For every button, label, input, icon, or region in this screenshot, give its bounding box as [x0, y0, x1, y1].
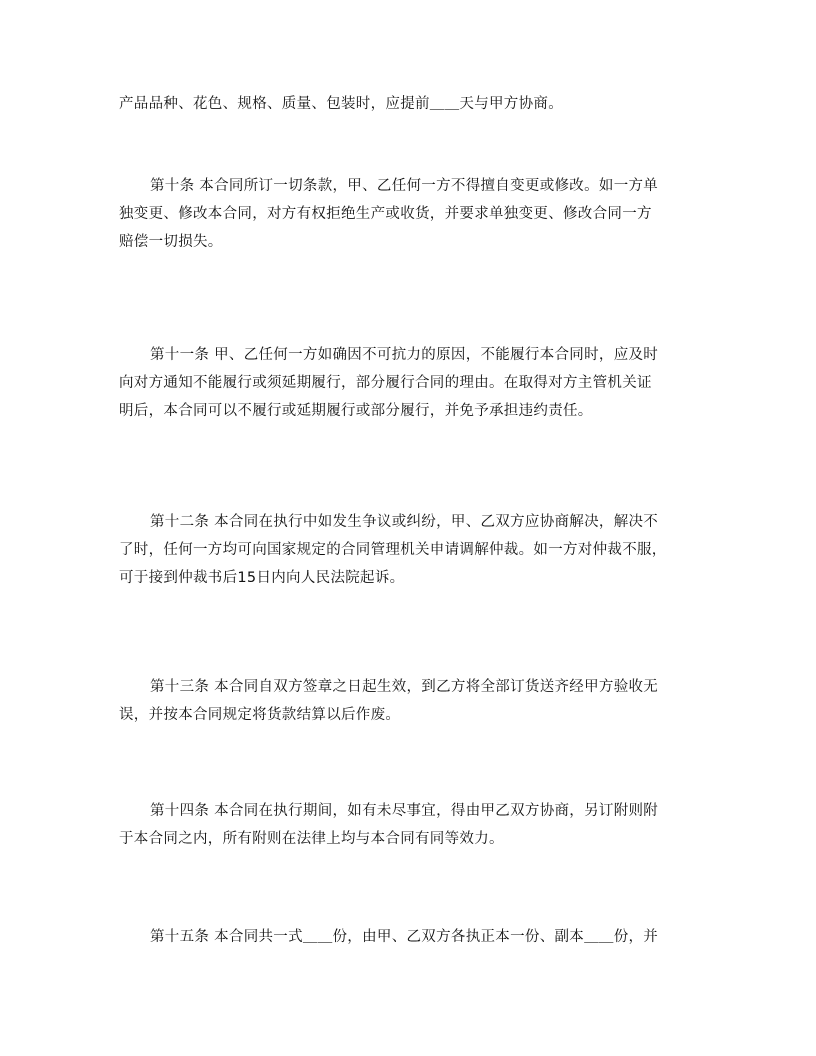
- text-line: 误，并按本合同规定将货款结算以后作废。: [119, 707, 401, 723]
- paragraph-article-14: [119, 797, 709, 853]
- text-line: 于本合同之内，所有附则在法律上均与本合同有同等效力。: [119, 831, 504, 847]
- text-line: 独变更、修改本合同，对方有权拒绝生产或收货，并要求单独变更、修改合同一方: [119, 206, 652, 222]
- text-line: 第十三条 本合同自双方签章之日起生效，到乙方将全部订货送齐经甲方验收无: [150, 679, 659, 695]
- text-line: 可于接到仲裁书后15日内向人民法院起诉。: [119, 570, 405, 586]
- paragraph-article-12: [119, 508, 709, 592]
- text-line: 向对方通知不能履行或须延期履行，部分履行合同的理由。在取得对方主管机关证: [119, 375, 652, 391]
- paragraph-article-11: [119, 341, 709, 425]
- text-line: 产品品种、花色、规格、质量、包装时，应提前＿＿天与甲方协商。: [119, 96, 563, 112]
- text-line: 第十条 本合同所订一切条款，甲、乙任何一方不得擅自变更或修改。如一方单: [150, 178, 659, 194]
- paragraph-continuation: [119, 90, 709, 118]
- paragraph-article-15: [119, 923, 709, 951]
- text-line: 赔偿一切损失。: [119, 234, 223, 250]
- text-line: 第十五条 本合同共一式＿＿份，由甲、乙双方各执正本一份、副本＿＿份，并: [150, 929, 659, 945]
- text-line: 了时，任何一方均可向国家规定的合同管理机关申请调解仲裁。如一方对仲裁不服，: [119, 542, 667, 558]
- text-line: 明后，本合同可以不履行或延期履行或部分履行，并免予承担违约责任。: [119, 403, 593, 419]
- text-line: 第十四条 本合同在执行期间，如有未尽事宜，得由甲乙双方协商，另订附则附: [150, 803, 659, 819]
- paragraph-article-13: [119, 673, 709, 729]
- paragraph-article-10: [119, 172, 709, 256]
- text-line: 第十二条 本合同在执行中如发生争议或纠纷，甲、乙双方应协商解决，解决不: [150, 514, 659, 530]
- text-line: 第十一条 甲、乙任何一方如确因不可抗力的原因，不能履行本合同时，应及时: [150, 347, 659, 363]
